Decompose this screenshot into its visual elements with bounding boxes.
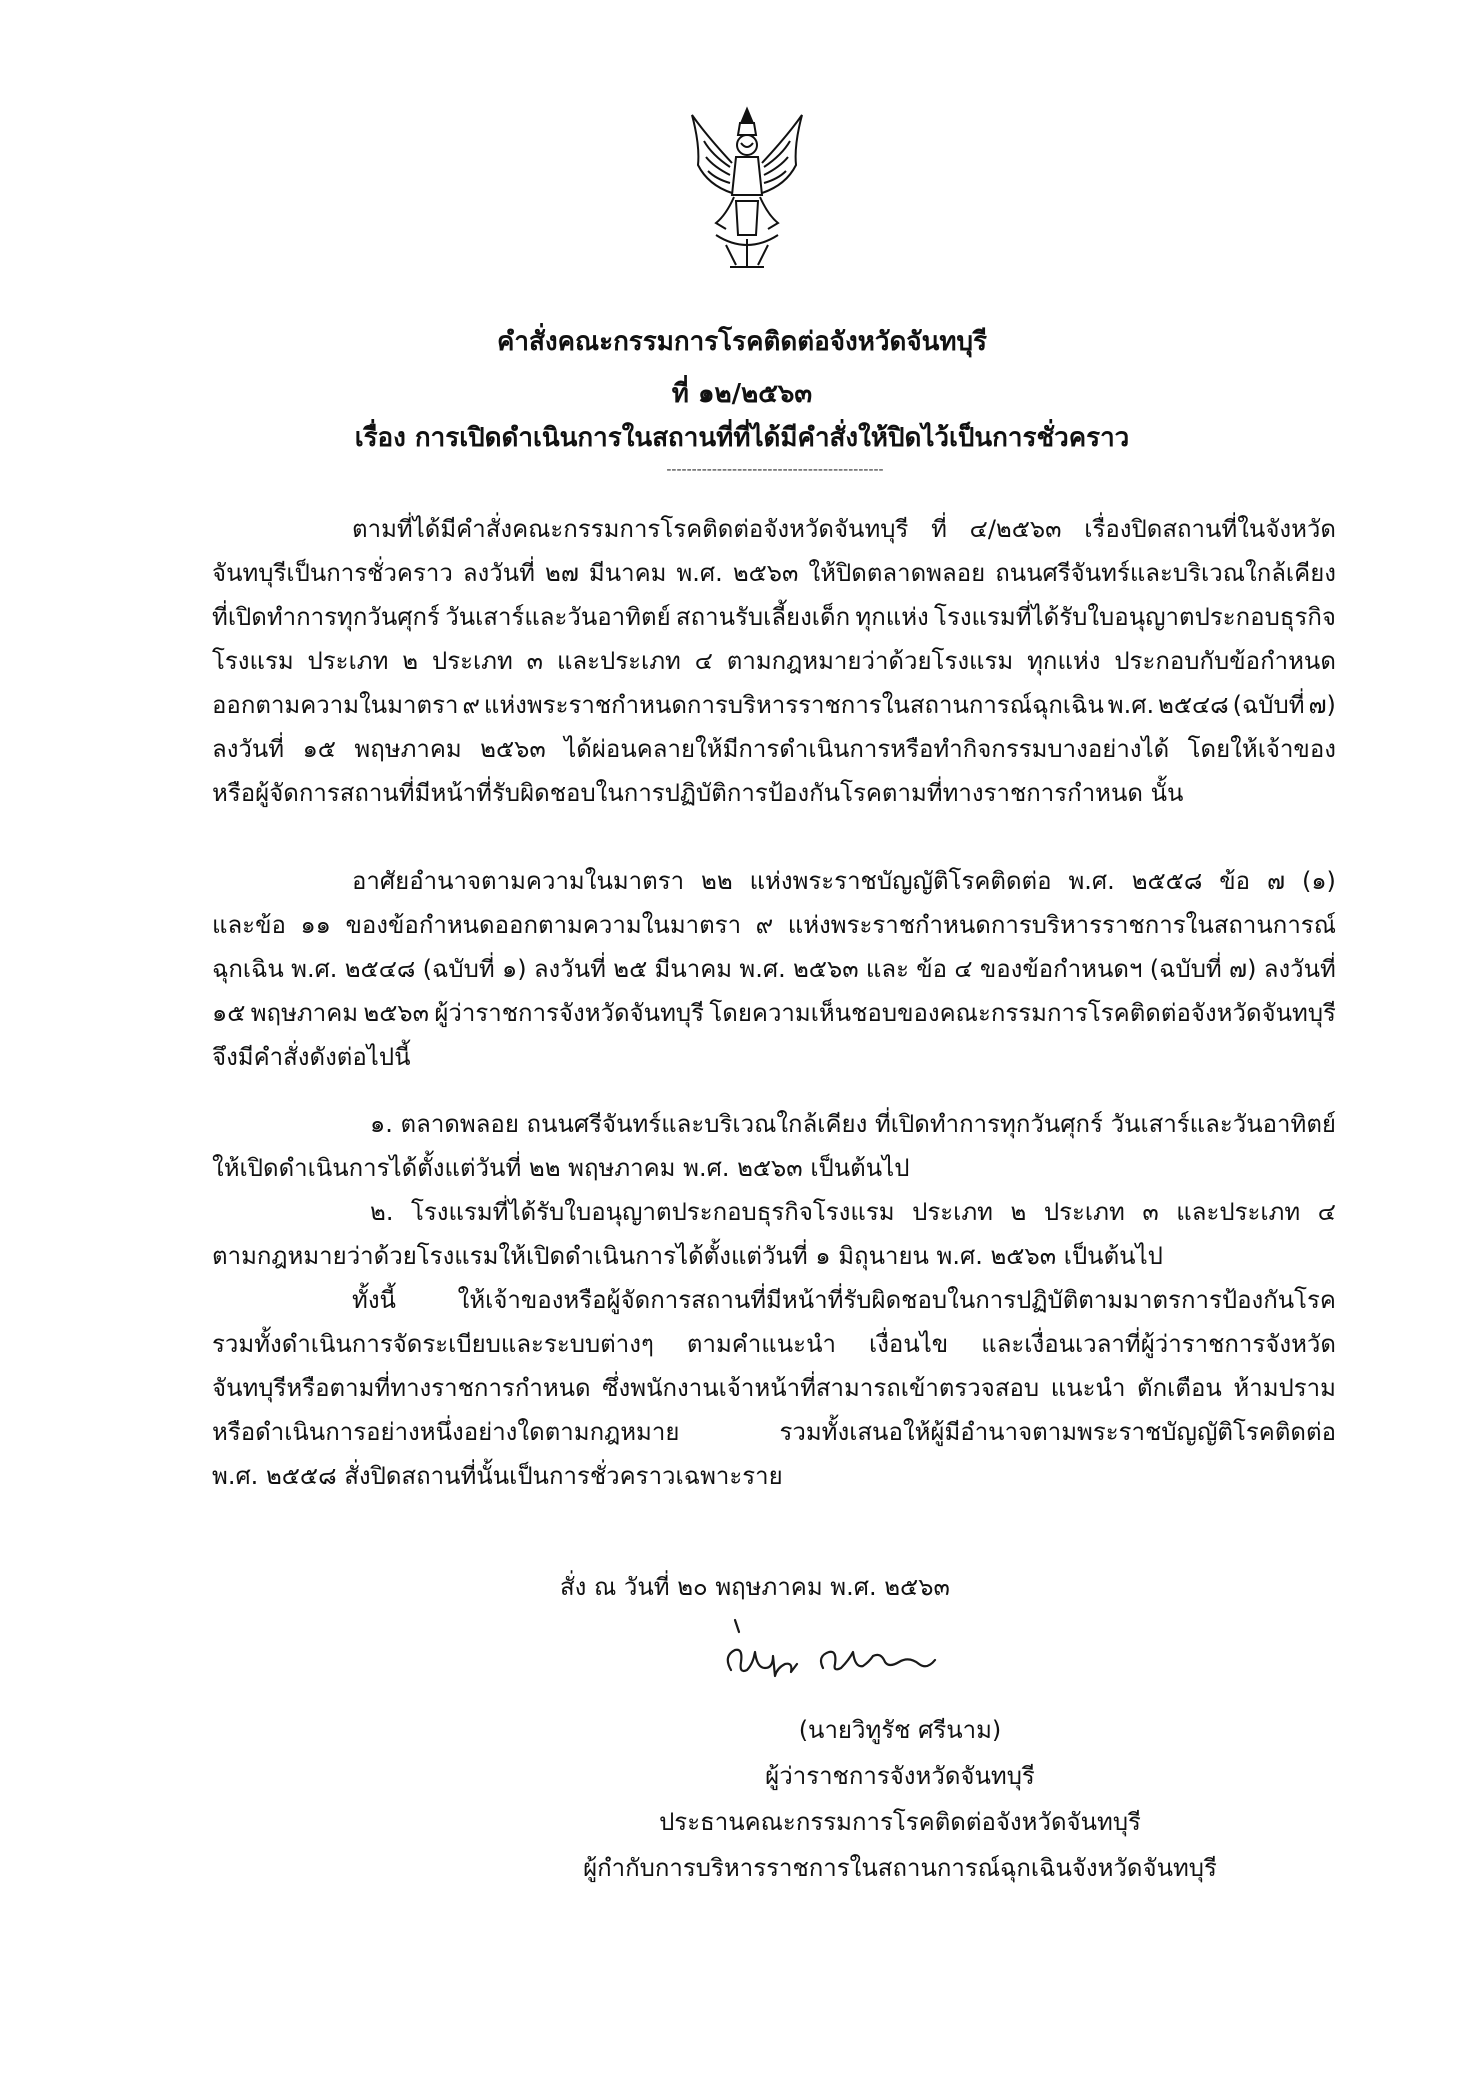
paragraph-authority: [212, 859, 1336, 1079]
signatory-position: ผู้ว่าราชการจังหวัดจันทบุรี: [765, 1762, 1035, 1790]
order-item-1: [212, 1102, 1336, 1190]
text-word: ๒๕๕๘: [1131, 867, 1203, 895]
text-word: และประเภท: [556, 647, 681, 675]
signatory-position: ผู้กำกับการบริหารราชการในสถานการณ์ฉุกเฉินจังหวัดจันทบุรี: [583, 1854, 1217, 1882]
text-word: ประเภท: [431, 647, 513, 675]
text-word: พ.ศ.: [1107, 691, 1155, 719]
order-title: คำสั่งคณะกรรมการโรคติดต่อจังหวัดจันทบุรี: [497, 327, 987, 357]
text-word: รวมทั้งเสนอให้ผู้มีอำนาจตามพระราชบัญญัติโรคติดต่อ: [779, 1418, 1336, 1446]
text-word: ให้เจ้าของหรือผู้จัดการสถานที่มีหน้าที่รับผิดชอบในการปฏิบัติตามมาตรการป้องกันโรค: [457, 1286, 1336, 1314]
text-word: ที่: [931, 515, 947, 543]
text-word: มีนาคม: [654, 955, 733, 983]
text-word: เรื่องปิดสถานที่ในจังหวัด: [1084, 515, 1336, 543]
order-subject: เรื่อง การเปิดดำเนินการในสถานที่ที่ได้มีคำสั่งให้ปิดไว้เป็นการชั่วคราว: [354, 423, 1130, 453]
text-word: วันเสาร์และวันอาทิตย์: [445, 603, 671, 631]
text-word: พ.ศ.: [1068, 867, 1115, 895]
text-word: ๒๕: [613, 955, 648, 983]
text-word: วันเสาร์และวันอาทิตย์: [1110, 1110, 1336, 1138]
text-line: พ.ศ. ๒๕๕๘ สั่งปิดสถานที่นั้นเป็นการชั่วคราวเฉพาะราย: [212, 1462, 783, 1490]
text-word: ๒๕๖๓: [480, 735, 546, 763]
text-word: ออกตามความในมาตรา: [212, 691, 459, 719]
text-word: พฤษภาคม: [354, 735, 462, 763]
text-word: และเงื่อนเวลาที่ผู้ว่าราชการจังหวัด: [981, 1330, 1336, 1358]
text-word: (ฉบับที่: [422, 955, 495, 983]
text-word: ๑๕: [212, 999, 246, 1027]
title-divider: -------------------------------------------: [666, 462, 884, 478]
text-word: ตักเตือน: [1137, 1374, 1222, 1402]
order-item-2: [212, 1190, 1336, 1278]
order-date: สั่ง ณ วันที่ ๒๐ พฤษภาคม พ.ศ. ๒๕๖๓: [560, 1573, 950, 1601]
text-word: (ฉบับที่: [1149, 955, 1222, 983]
signature-icon: [713, 1612, 973, 1692]
text-word: ซึ่งพนักงานเจ้าหน้าที่สามารถเข้าตรวจสอบ: [602, 1374, 1040, 1402]
text-word: จันทบุรีเป็นการชั่วคราว: [212, 559, 453, 587]
text-word: แห่งพระราชบัญญัติโรคติดต่อ: [749, 867, 1052, 895]
text-word: อาศัยอำนาจตามความในมาตรา: [352, 867, 685, 895]
text-word: แห่งพระราชกำหนดการบริหารราชการในสถานการณ์: [787, 911, 1336, 939]
text-word: ๑.: [370, 1110, 393, 1138]
text-word: ลงวันที่: [533, 955, 606, 983]
text-line: จึงมีคำสั่งดังต่อไปนี้: [212, 1043, 411, 1071]
text-word: ๓: [1142, 1198, 1159, 1226]
text-word: ประเภท: [1043, 1198, 1125, 1226]
text-word: ห้ามปราม: [1233, 1374, 1336, 1402]
text-word: และ: [865, 955, 909, 983]
text-word: ของข้อกำหนดออกตามความในมาตรา: [345, 911, 742, 939]
text-word: ๔: [1317, 1198, 1336, 1226]
text-word: ประเภท: [912, 1198, 993, 1226]
text-word: พ.ศ.: [291, 955, 338, 983]
text-word: ทุกแห่ง: [1027, 647, 1101, 675]
text-word: หรือดำเนินการอย่างหนึ่งอย่างใดตามกฎหมาย: [212, 1418, 680, 1446]
text-word: โดยให้เจ้าของ: [1187, 735, 1336, 763]
text-word: ๒: [402, 647, 419, 675]
text-word: ที่เปิดทำการทุกวันศุกร์: [212, 603, 440, 631]
text-word: ทั้งนี้: [352, 1286, 396, 1314]
text-word: ๑๕: [302, 735, 336, 763]
text-word: ตามที่ได้มีคำสั่งคณะกรรมการโรคติดต่อจังหวัดจันทบุรี: [352, 515, 909, 543]
text-word: ของข้อกำหนดฯ: [979, 955, 1143, 983]
text-word: ประเภท: [307, 647, 389, 675]
text-word: ตามคำแนะนำ: [686, 1330, 836, 1358]
text-word: ๗): [1308, 691, 1336, 719]
text-word: ฉุกเฉิน: [212, 955, 284, 983]
text-word: (๑): [1301, 867, 1336, 895]
text-word: ๗: [1267, 867, 1286, 895]
signatory-name: (นายวิทูรัช ศรีนาม): [798, 1716, 1002, 1744]
text-word: ๗): [1229, 955, 1257, 983]
text-word: ๒๕๖๓: [732, 559, 799, 587]
text-word: โรงแรม: [212, 647, 294, 675]
text-word: และข้อ: [212, 911, 286, 939]
text-word: ๙: [755, 911, 774, 939]
signatory-block: [500, 1707, 1300, 1891]
text-line: หรือผู้จัดการสถานที่มีหน้าที่รับผิดชอบในการปฏิบัติการป้องกันโรคตามที่ทางราชการกำหนด นั้น: [212, 779, 1184, 807]
text-word: ๒๕๖๓: [792, 955, 859, 983]
text-word: ๑๑: [300, 911, 331, 939]
garuda-emblem-icon: [686, 105, 808, 275]
text-word: ประกอบกับข้อกำหนด: [1114, 647, 1336, 675]
text-word: พฤษภาคม: [250, 999, 359, 1027]
text-word: รวมทั้งดำเนินการจัดระเบียบและระบบต่างๆ: [212, 1330, 654, 1358]
text-word: ถนนศรีจันทร์และบริเวณใกล้เคียง: [995, 559, 1336, 587]
text-word: ได้ผ่อนคลายให้มีการดำเนินการหรือทำกิจกรรมบางอย่างได้: [564, 735, 1170, 763]
text-word: ๒๕๖๓: [363, 999, 430, 1027]
text-word: ข้อ: [1219, 867, 1251, 895]
paragraph-background: [212, 507, 1336, 815]
text-word: ตลาดพลอย: [400, 1110, 519, 1138]
text-word: ถนนศรีจันทร์และบริเวณใกล้เคียง: [526, 1110, 868, 1138]
text-word: โดยความเห็นชอบของคณะกรรมการโรคติดต่อจังหวัดจันทบุรี: [709, 999, 1336, 1027]
text-word: แนะนำ: [1050, 1374, 1126, 1402]
text-line: ให้เปิดดำเนินการได้ตั้งแต่วันที่ ๒๒ พฤษภาคม พ.ศ. ๒๕๖๓ เป็นต้นไป: [212, 1154, 910, 1182]
text-word: สถานรับเลี้ยงเด็ก: [675, 603, 851, 631]
text-word: ลงวันที่: [212, 735, 285, 763]
text-word: ๒: [1010, 1198, 1027, 1226]
text-word: ลงวันที่: [1263, 955, 1336, 983]
paragraph-conditions: [212, 1278, 1336, 1498]
text-line: ตามกฎหมายว่าด้วยโรงแรมให้เปิดดำเนินการได้ตั้งแต่วันที่ ๑ มิถุนายน พ.ศ. ๒๕๖๓ เป็นต้นไป: [212, 1242, 1163, 1270]
text-word: ลงวันที่: [462, 559, 535, 587]
text-word: (ฉบับที่: [1232, 691, 1305, 719]
text-word: ผู้ว่าราชการจังหวัดจันทบุรี: [434, 999, 705, 1027]
text-word: พ.ศ.: [676, 559, 723, 587]
text-word: ๒๕๔๘: [1158, 691, 1229, 719]
signatory-position: ประธานคณะกรรมการโรคติดต่อจังหวัดจันทบุรี: [659, 1808, 1141, 1836]
text-word: แห่งพระราชกำหนดการบริหารราชการในสถานการณ์ฉุกเฉิน: [483, 691, 1104, 719]
text-word: ๒๕๔๘: [344, 955, 416, 983]
text-word: โรงแรมที่ได้รับใบอนุญาตประกอบธุรกิจโรงแรม: [411, 1198, 895, 1226]
text-word: ๑): [501, 955, 527, 983]
order-number: ที่ ๑๒/๒๕๖๓: [671, 379, 813, 409]
text-word: ๔: [694, 647, 713, 675]
text-word: มีนาคม: [588, 559, 667, 587]
text-word: ๒.: [370, 1198, 394, 1226]
text-word: จันทบุรีหรือตามที่ทางราชการกำหนด: [212, 1374, 591, 1402]
text-word: ๔: [954, 955, 973, 983]
text-word: ๔/๒๕๖๓: [969, 515, 1062, 543]
text-word: ๙: [462, 691, 480, 719]
text-word: เงื่อนไข: [868, 1330, 949, 1358]
text-word: และประเภท: [1176, 1198, 1301, 1226]
text-word: ที่เปิดทำการทุกวันศุกร์: [874, 1110, 1103, 1138]
text-word: ทุกแห่ง: [855, 603, 929, 631]
text-word: พ.ศ.: [739, 955, 786, 983]
text-word: ๒๒: [701, 867, 733, 895]
text-word: ให้ปิดตลาดพลอย: [808, 559, 986, 587]
text-word: โรงแรมที่ได้รับใบอนุญาตประกอบธุรกิจ: [934, 603, 1336, 631]
text-word: ๓: [526, 647, 544, 675]
text-word: ตามกฎหมายว่าด้วยโรงแรม: [726, 647, 1014, 675]
text-word: ข้อ: [916, 955, 948, 983]
text-word: ๒๗: [545, 559, 579, 587]
